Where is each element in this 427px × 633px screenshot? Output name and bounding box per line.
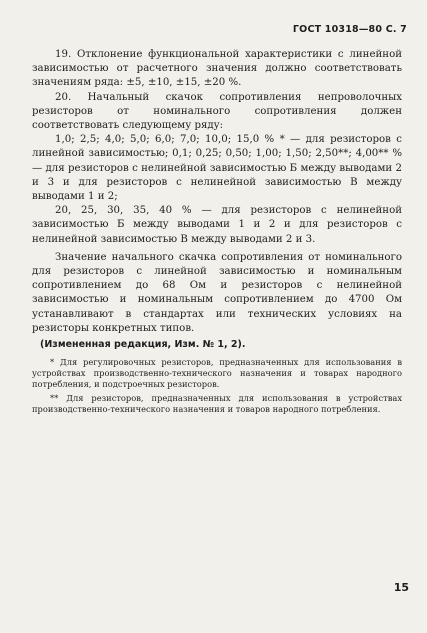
- resistance-jump-series-1: 1,0; 2,5; 4,0; 5,0; 6,0; 7,0; 10,0; 15,0 % * — для резисторов с линейной зависимостью; 0,1; 0,25; 0,50; 1,00; 1,50; 2,50**; 4,00** % — для резисторов с нелинейной зависимостью Б между выводами 2 и 3 и для резисторов с нелинейной зависимостью В между выводами 1 и 2;: [32, 134, 402, 203]
- footnotes: [32, 357, 402, 415]
- initial-jump-value-paragraph: Значение начального скачка сопротивления от номинального для резисторов с линейной зависимостью и номинальным сопротивлением до 68 Ом и резисторов с нелинейной зависимостью и номинальным сопротивлением до 4700 Ом устанавливают в стандартах или технических условиях на резисторы конкретных типов.: [32, 251, 402, 334]
- edition-note: (Измененная редакция, Изм. № 1, 2).: [40, 339, 246, 351]
- footnote-2: ** Для резисторов, предназначенных для использования в устройствах производственно-технического назначения и товаров народного потребления.: [32, 392, 402, 414]
- page-body: [32, 48, 402, 417]
- resistance-jump-series-2: 20, 25, 30, 35, 40 % — для резисторов с нелинейной зависимостью Б между выводами 1 и 2 и для резисторов с нелинейной зависимостью В между выводами 2 и 3.: [32, 205, 402, 245]
- page-header: ГОСТ 10318—80 С. 7: [292, 24, 407, 35]
- page-number: 15: [393, 581, 409, 594]
- paragraph-20: 20. Начальный скачок сопротивления непроволочных резисторов от номинального сопротивления должен соответствовать следующему ряду:: [32, 91, 402, 132]
- footnote-1: * Для регулировочных резисторов, предназначенных для использования в устройствах производственно-технического назначения и товарах народного потребления, и подстроечных резисторов.: [32, 357, 402, 390]
- paragraph-19: 19. Отклонение функциональной характеристики с линейной зависимостью от расчетного значения должно соответствовать значениям ряда: ±5, ±10, ±15, ±20 %.: [32, 49, 402, 89]
